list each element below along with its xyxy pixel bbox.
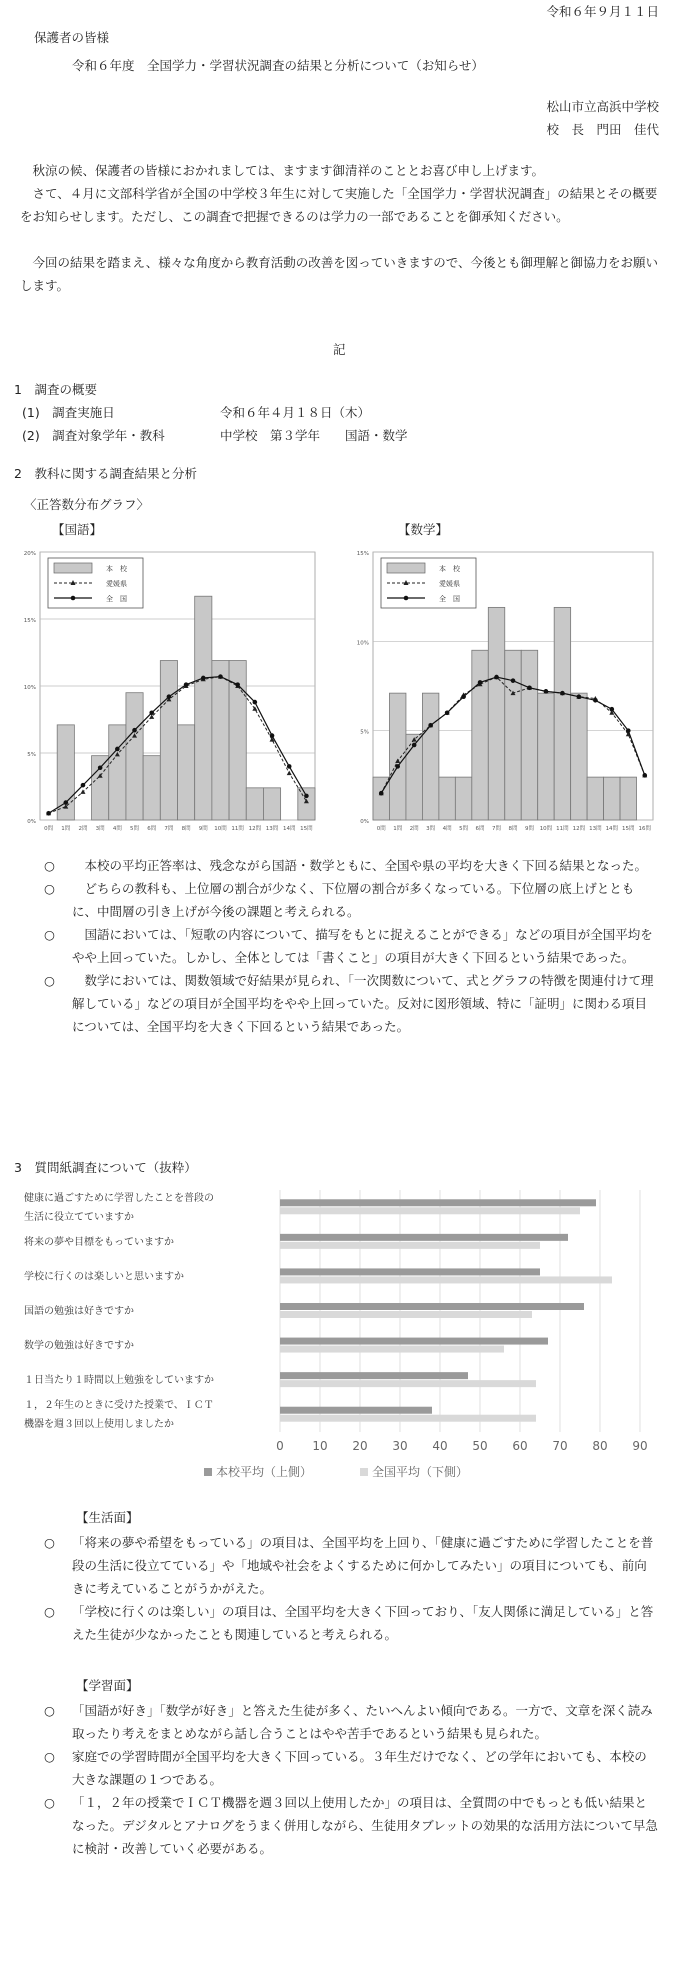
national-average-bar	[280, 1311, 532, 1318]
life-heading: 【生活面】	[76, 1510, 139, 1525]
national-marker	[478, 680, 483, 685]
school-average-bar	[280, 1372, 468, 1379]
y-tick-label: 10%	[356, 640, 369, 647]
school-bar	[389, 693, 405, 820]
date: 令和６年９月１１日	[546, 4, 659, 19]
bullet-text: 家庭での学習時間が全国平均を大きく下回っている。３年生だけでなく、どの学年においても、本校の大きな課題の１つである。	[72, 1749, 647, 1787]
x-tick-label: 3問	[95, 826, 105, 832]
national-marker	[511, 678, 516, 683]
bullet-text: 本校の平均正答率は、残念ながら国語・数学ともに、全国や県の平均を大きく下回る結果となった。	[72, 858, 648, 873]
x-tick-label: 13問	[589, 826, 602, 832]
y-tick-label: 5%	[27, 752, 36, 758]
section1-heading: 1 調査の概要	[14, 382, 97, 397]
x-tick-label: 0問	[376, 826, 386, 832]
principal-name: 校 長 門田 佳代	[546, 122, 659, 137]
x-tick-label: 4問	[442, 826, 452, 832]
x-tick-label: 12問	[572, 826, 586, 832]
question-label: 数学の勉強は好きですか	[24, 1340, 134, 1352]
study-bullets	[44, 1699, 658, 1860]
legend-label-school: 本校平均（上側）	[216, 1465, 313, 1479]
national-marker	[98, 765, 103, 770]
x-tick-label: 50	[472, 1439, 488, 1453]
y-tick-label: 5%	[360, 729, 369, 736]
bullet-item	[44, 854, 658, 877]
school-bar	[521, 650, 537, 820]
national-marker	[201, 676, 206, 681]
question-label: １日当たり１時間以上勉強をしていますか	[24, 1375, 214, 1387]
x-tick-label: 0	[276, 1439, 284, 1453]
school-average-bar	[280, 1199, 596, 1206]
national-marker	[428, 723, 433, 728]
national-marker	[412, 743, 417, 748]
bullet-text: 「１，２年の授業でＩＣＴ機器を週３回以上使用したか」の項目は、全質問の中でもっとも低い結果となった。デジタルとアナログをうまく併用しながら、生徒用タブレットの効果的な活用方法について早急に検討・改善していく必要がある。	[72, 1795, 658, 1856]
school-bar	[505, 650, 521, 820]
school-average-bar	[280, 1338, 548, 1345]
school-bar	[298, 788, 315, 820]
national-marker	[235, 682, 240, 687]
national-average-bar	[280, 1207, 580, 1214]
x-tick-label: 11問	[231, 826, 244, 832]
math-score-distribution-chart	[343, 542, 663, 842]
section2-heading: 2 教科に関する調査結果と分析	[14, 466, 197, 481]
bullet-marker: ○	[44, 858, 55, 873]
question-label: 国語の勉強は好きですか	[24, 1306, 134, 1317]
bullet-item	[44, 923, 658, 969]
bullet-item	[44, 877, 658, 923]
national-marker	[577, 694, 582, 699]
national-marker	[461, 694, 466, 699]
x-tick-label: 60	[512, 1439, 528, 1453]
x-tick-label: 30	[392, 1439, 408, 1453]
national-marker	[115, 747, 120, 752]
x-tick-label: 10	[312, 1439, 328, 1453]
legend-swatch-school	[54, 563, 92, 573]
legend-label-school: 本 校	[439, 565, 460, 573]
national-marker	[304, 794, 309, 799]
national-marker	[527, 685, 532, 690]
legend-label-prefecture: 愛媛県	[106, 580, 127, 588]
school-average-bar	[280, 1407, 432, 1414]
intro-paragraph-1: 秋涼の候、保護者の皆様におかれましては、ますます御清祥のこととお喜び申し上げます。	[20, 163, 545, 178]
bullet-text: 国語においては、「短歌の内容について、描写をもとに捉えることができる」などの項目が全国平均をやや上回っていた。しかし、全体としては「書くこと」の項目が大きく下回るという結果であった。	[72, 927, 653, 965]
national-marker	[494, 675, 499, 680]
school-bar	[109, 725, 126, 820]
legend-swatch-school	[387, 563, 425, 573]
national-marker	[218, 674, 223, 679]
bullet-item	[44, 1699, 658, 1745]
school-bar	[571, 693, 587, 820]
school-bar	[587, 777, 603, 820]
school-bar	[263, 788, 280, 820]
x-tick-label: 11問	[556, 826, 569, 832]
legend-label-prefecture: 愛媛県	[439, 580, 460, 588]
bullet-marker: ○	[44, 1703, 55, 1718]
x-tick-label: 70	[552, 1439, 568, 1453]
ki-heading: 記	[333, 342, 346, 357]
bullet-item	[44, 969, 658, 1038]
school-bar	[143, 756, 160, 820]
x-tick-label: 3問	[426, 826, 436, 832]
life-bullets	[44, 1531, 658, 1646]
school-bar	[620, 777, 636, 820]
x-tick-label: 20	[352, 1439, 368, 1453]
study-heading: 【学習面】	[76, 1678, 139, 1693]
school-bar	[422, 693, 438, 820]
school-average-bar	[280, 1234, 568, 1241]
bullet-marker: ○	[44, 1535, 55, 1550]
x-tick-label: 8問	[508, 826, 518, 832]
bullet-text: どちらの教科も、上位層の割合が少なく、下位層の割合が多くなっている。下位層の底上げとともに、中間層の引き上げが今後の課題と考えられる。	[72, 881, 635, 919]
legend-label-national: 全 国	[439, 595, 460, 603]
bullet-marker: ○	[44, 881, 55, 896]
bullet-marker: ○	[44, 1795, 55, 1810]
y-tick-label: 10%	[23, 685, 36, 691]
national-marker	[626, 728, 631, 733]
national-average-bar	[280, 1242, 540, 1249]
legend-label-national: 全 国	[106, 595, 127, 603]
legend-label-national: 全国平均（下側）	[372, 1465, 469, 1479]
bullet-marker: ○	[44, 1749, 55, 1764]
national-marker	[253, 700, 258, 705]
x-tick-label: 15問	[300, 826, 313, 832]
question-label: １，２年生のときに受けた授業で、ＩＣＴ	[24, 1400, 214, 1412]
target-label: (2) 調査対象学年・教科	[22, 428, 165, 443]
x-tick-label: 5問	[130, 826, 140, 832]
bullet-marker: ○	[44, 927, 55, 942]
school-bar	[439, 777, 455, 820]
intro-paragraph-2: さて、４月に文部科学省が全国の中学校３年生に対して実施した「全国学力・学習状況調査」の結果とその概要をお知らせします。ただし、この調査で把握できるのは学力の一部であることを御承知ください。	[20, 186, 658, 224]
y-tick-label: 0%	[360, 819, 369, 825]
school-bar	[126, 693, 143, 820]
section3-heading: 3 質問紙調査について（抜粋）	[14, 1160, 197, 1175]
school-name: 松山市立高浜中学校	[546, 99, 659, 114]
questionnaire-bar-chart	[10, 1180, 660, 1480]
x-tick-label: 90	[632, 1439, 648, 1453]
national-marker	[379, 791, 384, 796]
x-tick-label: 9問	[524, 826, 534, 832]
bullet-marker: ○	[44, 1604, 55, 1619]
x-tick-label: 40	[432, 1439, 448, 1453]
national-average-bar	[280, 1346, 504, 1353]
x-tick-label: 6問	[147, 826, 157, 832]
national-marker	[593, 698, 598, 703]
school-bar	[178, 725, 195, 820]
x-tick-label: 9問	[198, 826, 208, 832]
japanese-score-distribution-chart	[10, 542, 325, 842]
national-marker	[81, 783, 86, 788]
intro-paragraph-3: 今回の結果を踏まえ、様々な角度から教育活動の改善を図っていきますので、今後とも御理解と御協力をお願いします。	[20, 255, 659, 293]
question-label: 生活に役立てていますか	[24, 1211, 134, 1223]
x-tick-label: 14問	[605, 826, 619, 832]
x-tick-label: 4問	[112, 826, 122, 832]
national-marker	[270, 733, 275, 738]
x-tick-label: 1問	[61, 826, 71, 832]
national-marker	[560, 691, 565, 696]
bullet-text: 「国語が好き」「数学が好き」と答えた生徒が多く、たいへんよい傾向である。一方で、文章を深く読み取ったり考えをまとめながら話し合うことはやや苦手であるという結果も見られた。	[72, 1703, 653, 1741]
national-average-bar	[280, 1380, 536, 1387]
legend-marker-national	[404, 596, 409, 601]
survey-date-label: (1) 調査実施日	[22, 405, 115, 420]
section2-bullets	[44, 854, 658, 1038]
bullet-text: 「学校に行くのは楽しい」の項目は、全国平均を大きく下回っており、「友人関係に満足している」と答えた生徒が少なかったことも関連していると考えられる。	[72, 1604, 654, 1642]
x-tick-label: 15問	[622, 826, 635, 832]
bullet-item	[44, 1791, 658, 1860]
school-average-bar	[280, 1268, 540, 1275]
national-marker	[63, 800, 68, 805]
national-marker	[287, 764, 292, 769]
school-bar	[212, 661, 229, 820]
x-tick-label: 12問	[248, 826, 262, 832]
x-tick-label: 80	[592, 1439, 608, 1453]
x-tick-label: 7問	[164, 826, 174, 832]
japanese-chart-title: 【国語】	[52, 522, 103, 537]
national-marker	[184, 682, 189, 687]
y-tick-label: 20%	[23, 551, 36, 557]
national-marker	[167, 694, 172, 699]
national-marker	[132, 728, 137, 733]
x-tick-label: 13問	[265, 826, 279, 832]
school-bar	[538, 693, 554, 820]
national-marker	[46, 811, 51, 816]
legend-swatch-school	[204, 1468, 212, 1476]
x-tick-label: 14問	[282, 826, 296, 832]
x-tick-label: 7問	[492, 826, 502, 832]
y-tick-label: 15%	[23, 618, 36, 624]
school-bar	[488, 607, 504, 820]
school-bar	[554, 607, 570, 820]
legend-label-school: 本 校	[106, 565, 127, 573]
bullet-item	[44, 1745, 658, 1791]
legend-swatch-national	[360, 1468, 368, 1476]
national-marker	[395, 764, 400, 769]
school-average-bar	[280, 1303, 584, 1310]
school-bar	[246, 788, 263, 820]
x-tick-label: 10問	[539, 826, 553, 832]
school-bar	[455, 777, 471, 820]
target-value: 中学校 第３学年 国語・数学	[220, 428, 408, 443]
bullet-text: 数学においては、関数領域で好結果が見られ、「一次関数について、式とグラフの特徴を関連付けて理解している」などの項目が全国平均をやや上回っていた。反対に図形領域、特に「証明」に関わる項目については、全国平均を大きく下回るという結果であった。	[72, 973, 654, 1034]
school-bar	[472, 650, 488, 820]
question-label: 機器を週３回以上使用しましたか	[24, 1419, 174, 1431]
question-label: 学校に行くのは楽しいと思いますか	[24, 1271, 184, 1283]
bullet-item	[44, 1600, 658, 1646]
question-label: 将来の夢や目標をもっていますか	[24, 1236, 174, 1248]
x-tick-label: 5問	[459, 826, 469, 832]
math-chart-title: 【数学】	[398, 522, 449, 537]
national-average-bar	[280, 1276, 612, 1283]
school-bar	[92, 756, 109, 820]
x-tick-label: 8問	[181, 826, 191, 832]
school-bar	[604, 777, 620, 820]
x-tick-label: 10問	[214, 826, 227, 832]
bullet-item	[44, 1531, 658, 1600]
school-bar	[195, 596, 212, 820]
x-tick-label: 16問	[638, 826, 652, 832]
survey-date-value: 令和６年４月１８日（木）	[220, 405, 371, 420]
y-tick-label: 0%	[27, 819, 36, 825]
x-tick-label: 2問	[409, 826, 419, 832]
legend-marker-national	[71, 596, 76, 601]
y-tick-label: 15%	[356, 551, 369, 557]
bullet-text: 「将来の夢や希望をもっている」の項目は、全国平均を上回り、「健康に過ごすために学習したことを普段の生活に役立てている」や「地域や社会をよくするために何かしてみたい」の項目についても、前向きに考えていることがうかがえた。	[72, 1535, 654, 1596]
national-average-bar	[280, 1415, 536, 1422]
school-bar	[160, 661, 177, 820]
x-tick-label: 0問	[44, 826, 54, 832]
x-tick-label: 1問	[393, 826, 403, 832]
bullet-marker: ○	[44, 973, 55, 988]
national-marker	[149, 711, 154, 716]
national-marker	[642, 773, 647, 778]
x-tick-label: 6問	[475, 826, 485, 832]
graph-caption: 〈正答数分布グラフ〉	[24, 497, 150, 512]
national-marker	[445, 711, 450, 716]
question-label: 健康に過ごすために学習したことを普段の	[24, 1192, 214, 1204]
recipient: 保護者の皆様	[34, 30, 110, 45]
x-tick-label: 2問	[78, 826, 88, 832]
national-marker	[610, 707, 615, 712]
national-marker	[544, 689, 549, 694]
document-title: 令和６年度 全国学力・学習状況調査の結果と分析について（お知らせ）	[72, 58, 484, 73]
